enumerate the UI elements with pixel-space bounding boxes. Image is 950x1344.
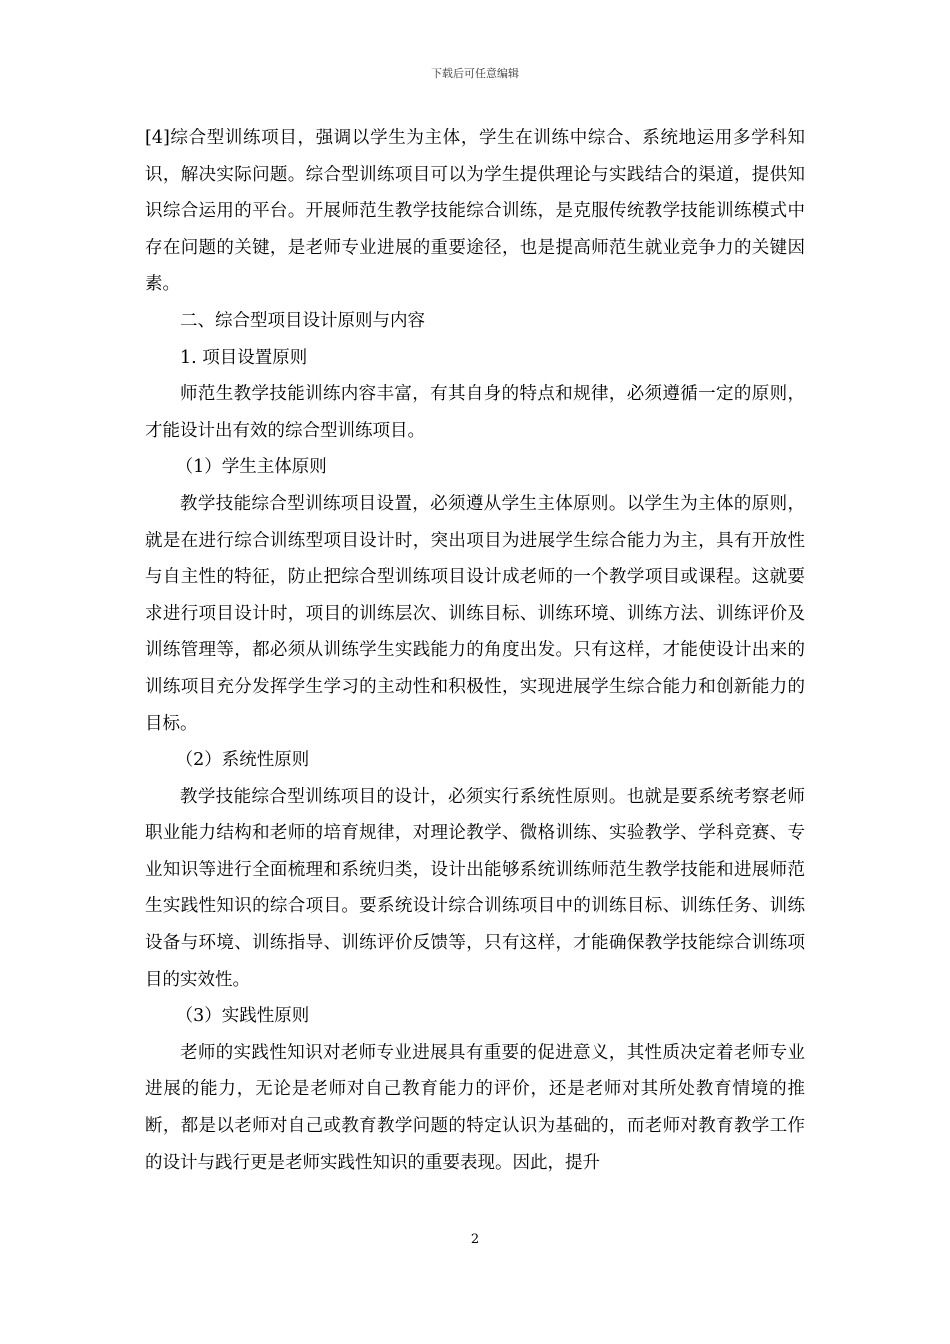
heading-student-subject-principle: （1）学生主体原则 bbox=[175, 457, 327, 478]
paragraph-student-subject-principle: 教学技能综合型训练项目设置，必须遵从学生主体原则。以学生为主体的原则，就是在进行综合训练型项目设计时，突出项目为进展学生综合能力为主，具有开放性与自主性的特征，防止把综合型训练项目设计成老师的一个教学项目或课程。这就要求进行项目设计时，项目的训练层次、训练目标、训练环境、训练方法、训练评价及训练管理等，都必须从训练学生实践能力的角度出发。只有这样，才能使设计出来的训练项目充分发挥学生学习的主动性和积极性，实现进展学生综合能力和创新能力的目标。 bbox=[145, 493, 805, 734]
paragraph-systematic-principle: 教学技能综合型训练项目的设计，必须实行系统性原则。也就是要系统考察老师职业能力结构和老师的培育规律，对理论教学、微格训练、实验教学、学科竞赛、专业知识等进行全面梳理和系统归类，设计出能够系统训练师范生教学技能和进展师范生实践性知识的综合项目。要系统设计综合训练项目中的训练目标、训练任务、训练设备与环境、训练指导、训练评价反馈等，只有这样，才能确保教学技能综合训练项目的实效性。 bbox=[145, 786, 805, 990]
paragraph-practical-principle: 老师的实践性知识对老师专业进展具有重要的促进意义，其性质决定着老师专业进展的能力，无论是老师对自己教育能力的评价，还是老师对其所处教育情境的推断，都是以老师对自己或教育教学问题的特定认识为基础的，而老师对教育教学工作的设计与践行更是老师实践性知识的重要表现。因此，提升 bbox=[145, 1042, 805, 1173]
paragraph-principles-intro: 师范生教学技能训练内容丰富，有其自身的特点和规律，必须遵循一定的原则，才能设计出有效的综合型训练项目。 bbox=[145, 384, 805, 441]
page-number: 2 bbox=[470, 1232, 480, 1247]
section-heading-2: 二、综合型项目设计原则与内容 bbox=[180, 310, 425, 331]
subsection-heading-2-1: 1. 项目设置原则 bbox=[180, 347, 308, 368]
page-header: 下载后可任意编辑 bbox=[431, 67, 519, 80]
paragraph-intro: [4]综合型训练项目，强调以学生为主体，学生在训练中综合、系统地运用多学科知识，解决实际问题。综合型训练项目可以为学生提供理论与实践结合的渠道，提供知识综合运用的平台。开展师范生教学技能综合训练，是克服传统教学技能训练模式中存在问题的关键，是老师专业进展的重要途径，也是提高师范生就业竞争力的关键因素。 bbox=[145, 128, 805, 295]
document-body bbox=[145, 120, 805, 1181]
heading-practical-principle: （3）实践性原则 bbox=[175, 1006, 310, 1027]
heading-systematic-principle: （2）系统性原则 bbox=[175, 750, 310, 771]
